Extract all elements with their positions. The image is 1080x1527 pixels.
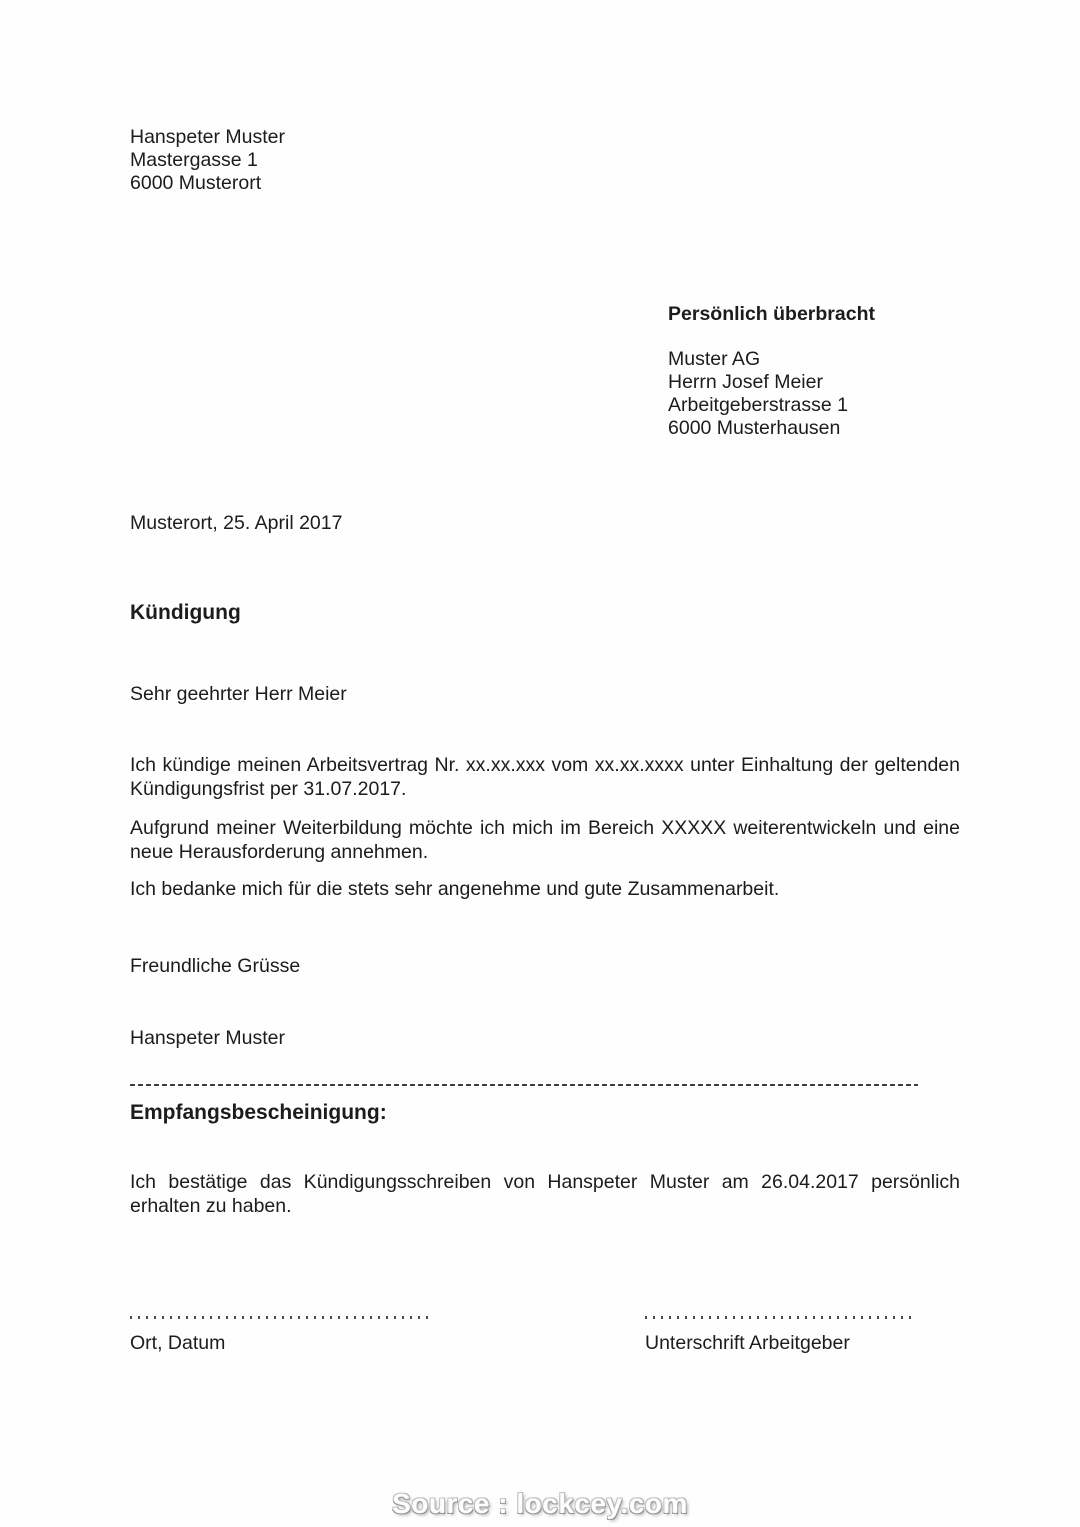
salutation: Sehr geehrter Herr Meier: [130, 683, 347, 705]
recipient-street: Arbeitgeberstrasse 1: [668, 394, 848, 416]
signature-name: Hanspeter Muster: [130, 1027, 285, 1049]
body-paragraph-2: Aufgrund meiner Weiterbildung möchte ich mich im Bereich XXXXX weiterentwickeln und eine neue Herausforderung annehmen.: [130, 817, 960, 863]
recipient-city: 6000 Musterhausen: [668, 417, 841, 439]
receipt-heading: Empfangsbescheinigung:: [130, 1101, 387, 1124]
closing-phrase: Freundliche Grüsse: [130, 955, 301, 977]
signature-label-left: Ort, Datum: [130, 1332, 226, 1354]
sender-street: Mastergasse 1: [130, 149, 258, 171]
delivery-note: Persönlich überbracht: [668, 303, 875, 325]
signature-line-left: [130, 1316, 433, 1319]
signature-label-right: Unterschrift Arbeitgeber: [645, 1332, 850, 1354]
source-watermark: Source : lockcey.com: [392, 1488, 688, 1519]
subject-heading: Kündigung: [130, 601, 241, 624]
sender-city: 6000 Musterort: [130, 172, 262, 194]
recipient-company: Muster AG: [668, 348, 761, 370]
recipient-address: [668, 348, 848, 440]
sender-address: [130, 126, 285, 195]
recipient-contact: Herrn Josef Meier: [668, 371, 823, 393]
body-paragraph-3: Ich bedanke mich für die stets sehr angenehme und gute Zusammenarbeit.: [130, 878, 780, 900]
sender-name: Hanspeter Muster: [130, 126, 285, 148]
date-line: Musterort, 25. April 2017: [130, 512, 343, 534]
receipt-paragraph: Ich bestätige das Kündigungsschreiben von Hanspeter Muster am 26.04.2017 persönlich erhalten zu haben.: [130, 1171, 960, 1217]
signature-line-right: [645, 1316, 917, 1319]
body-paragraph-1: Ich kündige meinen Arbeitsvertrag Nr. xx.xx.xxx vom xx.xx.xxxx unter Einhaltung der geltenden Kündigungsfrist per 31.07.2017.: [130, 754, 960, 800]
dashed-separator: [130, 1084, 918, 1086]
